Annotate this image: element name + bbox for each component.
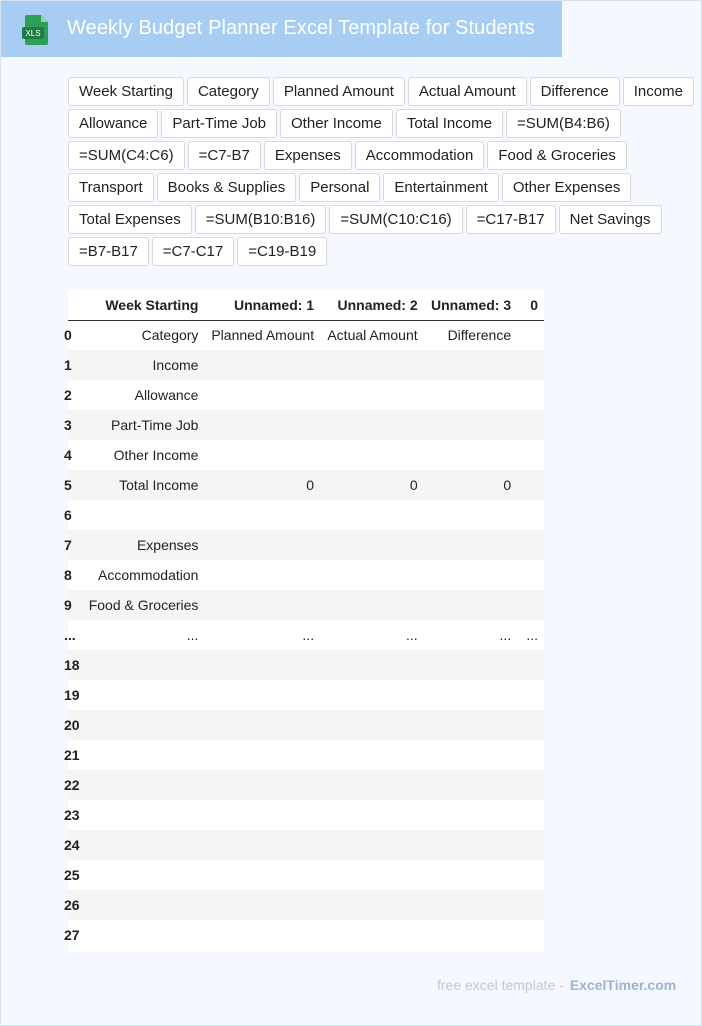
table-row bbox=[68, 410, 544, 440]
tag-chip: Category bbox=[187, 77, 270, 106]
tag-chip: =C7-B7 bbox=[188, 141, 261, 170]
row-index-label: ... bbox=[64, 627, 76, 643]
table-cell bbox=[517, 380, 544, 410]
table-cell bbox=[424, 920, 518, 950]
table-cell bbox=[204, 830, 320, 860]
table-cell bbox=[424, 680, 518, 710]
table-cell bbox=[320, 440, 424, 470]
table-cell bbox=[80, 800, 205, 830]
row-index-label: 26 bbox=[64, 897, 80, 913]
row-index bbox=[64, 680, 80, 710]
table-cell bbox=[424, 500, 518, 530]
footer-credit bbox=[437, 977, 676, 993]
row-index bbox=[64, 560, 80, 590]
table-cell bbox=[320, 920, 424, 950]
table-row bbox=[68, 500, 544, 530]
row-index bbox=[64, 800, 80, 830]
table-cell bbox=[320, 830, 424, 860]
column-header: Unnamed: 1 bbox=[233, 296, 315, 313]
row-index-label: 21 bbox=[64, 747, 80, 763]
table-cell bbox=[204, 560, 320, 590]
tag-chip: Income bbox=[623, 77, 694, 106]
table-cell bbox=[204, 500, 320, 530]
tag-chip: =SUM(B4:B6) bbox=[506, 109, 621, 138]
row-index bbox=[64, 350, 80, 380]
row-index bbox=[64, 380, 80, 410]
table-header-row bbox=[68, 290, 544, 320]
table-cell bbox=[517, 740, 544, 770]
table-cell bbox=[320, 500, 424, 530]
table-cell bbox=[517, 770, 544, 800]
table-row bbox=[68, 590, 544, 620]
row-index-label: 24 bbox=[64, 837, 80, 853]
table-cell bbox=[424, 650, 518, 680]
table-cell bbox=[80, 740, 205, 770]
table-cell bbox=[204, 350, 320, 380]
row-index-label: 1 bbox=[64, 357, 72, 373]
table-row bbox=[68, 860, 544, 890]
row-index bbox=[64, 530, 80, 560]
table-row bbox=[68, 470, 544, 500]
tag-chip: =C7-C17 bbox=[152, 237, 234, 266]
table-cell bbox=[80, 500, 205, 530]
tag-chip: Planned Amount bbox=[273, 77, 405, 106]
table-cell bbox=[80, 890, 205, 920]
table-cell bbox=[320, 560, 424, 590]
header-banner bbox=[1, 1, 562, 57]
table-row bbox=[68, 710, 544, 740]
table-cell: ... bbox=[499, 627, 512, 643]
table-cell: Difference bbox=[447, 327, 512, 344]
row-index bbox=[64, 440, 80, 470]
table-cell bbox=[424, 350, 518, 380]
table-cell: ... bbox=[186, 627, 199, 643]
table-cell bbox=[517, 680, 544, 710]
table-cell bbox=[424, 530, 518, 560]
row-index-label: 9 bbox=[64, 597, 72, 613]
table-cell bbox=[517, 560, 544, 590]
table-cell: Actual Amount bbox=[327, 327, 418, 344]
table-cell bbox=[517, 410, 544, 440]
column-header: Unnamed: 2 bbox=[337, 296, 418, 313]
tag-chip: Total Income bbox=[396, 109, 503, 138]
table-cell bbox=[424, 890, 518, 920]
table-cell: ... bbox=[526, 627, 538, 643]
excel-file-icon bbox=[21, 14, 51, 46]
table-cell bbox=[320, 680, 424, 710]
table-cell bbox=[424, 830, 518, 860]
row-index-label: 6 bbox=[64, 507, 72, 523]
row-index-label: 4 bbox=[64, 447, 72, 463]
row-index bbox=[64, 860, 80, 890]
tag-chip: Week Starting bbox=[68, 77, 184, 106]
footer-brand-link[interactable]: ExcelTimer.com bbox=[569, 977, 677, 993]
tag-chip: Difference bbox=[530, 77, 620, 106]
table-cell bbox=[204, 440, 320, 470]
table-cell bbox=[517, 440, 544, 470]
table-cell bbox=[424, 440, 518, 470]
tag-list bbox=[68, 77, 698, 266]
table-cell bbox=[320, 650, 424, 680]
table-cell bbox=[204, 680, 320, 710]
tag-chip: =B7-B17 bbox=[68, 237, 149, 266]
table-row bbox=[68, 320, 544, 350]
table-cell bbox=[517, 590, 544, 620]
table-cell bbox=[517, 350, 544, 380]
row-index bbox=[64, 890, 80, 920]
tag-chip: Transport bbox=[68, 173, 154, 202]
table-cell bbox=[204, 920, 320, 950]
table-row bbox=[68, 560, 544, 590]
table-row bbox=[68, 350, 544, 380]
table-cell: Other Income bbox=[113, 447, 199, 463]
table-cell bbox=[320, 530, 424, 560]
table-cell bbox=[517, 710, 544, 740]
column-header: 0 bbox=[530, 296, 538, 313]
table-row bbox=[68, 650, 544, 680]
table-cell bbox=[517, 860, 544, 890]
row-index bbox=[64, 740, 80, 770]
footer-prefix: free excel template - bbox=[437, 977, 564, 993]
table-cell: 0 bbox=[306, 477, 315, 493]
row-index-label: 8 bbox=[64, 567, 72, 583]
table-row bbox=[68, 380, 544, 410]
table-cell bbox=[424, 410, 518, 440]
tag-chip: =C17-B17 bbox=[466, 205, 556, 234]
table-cell bbox=[80, 860, 205, 890]
table-cell bbox=[204, 530, 320, 560]
data-table-container bbox=[64, 290, 544, 952]
table-cell bbox=[517, 920, 544, 950]
table-cell bbox=[320, 770, 424, 800]
table-cell: ... bbox=[405, 627, 418, 643]
row-index-label: 22 bbox=[64, 777, 80, 793]
row-index bbox=[64, 470, 80, 500]
row-index bbox=[64, 710, 80, 740]
column-header: Unnamed: 3 bbox=[431, 296, 512, 313]
table-cell bbox=[517, 830, 544, 860]
tag-chip: Other Income bbox=[280, 109, 393, 138]
tag-chip: Allowance bbox=[68, 109, 158, 138]
row-index-label: 20 bbox=[64, 717, 80, 733]
table-cell bbox=[204, 410, 320, 440]
table-cell bbox=[424, 800, 518, 830]
row-index bbox=[64, 590, 80, 620]
table-cell bbox=[424, 590, 518, 620]
table-cell bbox=[204, 650, 320, 680]
table-cell bbox=[320, 590, 424, 620]
table-row bbox=[68, 770, 544, 800]
table-row bbox=[68, 530, 544, 560]
table-cell: Planned Amount bbox=[211, 327, 315, 344]
tag-chip: Entertainment bbox=[383, 173, 498, 202]
row-index-label: 7 bbox=[64, 537, 72, 553]
tag-chip: Accommodation bbox=[355, 141, 485, 170]
tag-chip: Books & Supplies bbox=[157, 173, 297, 202]
table-cell bbox=[320, 710, 424, 740]
table-cell bbox=[320, 380, 424, 410]
table-cell: Part-Time Job bbox=[111, 417, 199, 433]
tag-chip: Net Savings bbox=[559, 205, 662, 234]
table-cell bbox=[204, 860, 320, 890]
tag-chip: Part-Time Job bbox=[161, 109, 277, 138]
row-index-label: 3 bbox=[64, 417, 72, 433]
table-body bbox=[64, 320, 544, 950]
table-cell bbox=[204, 590, 320, 620]
row-index bbox=[64, 410, 80, 440]
table-cell bbox=[80, 830, 205, 860]
column-header bbox=[68, 290, 80, 320]
row-index-label: 18 bbox=[64, 657, 80, 673]
row-index bbox=[64, 650, 80, 680]
tag-chip: Other Expenses bbox=[502, 173, 632, 202]
tag-chip: =SUM(C10:C16) bbox=[329, 205, 462, 234]
table-cell bbox=[424, 770, 518, 800]
tag-chip: Personal bbox=[299, 173, 380, 202]
table-cell: Category bbox=[141, 327, 199, 344]
table-cell: 0 bbox=[409, 477, 418, 493]
table-row bbox=[68, 920, 544, 950]
tag-chip: Food & Groceries bbox=[487, 141, 627, 170]
table-cell bbox=[204, 890, 320, 920]
tag-chip: Expenses bbox=[264, 141, 352, 170]
row-index bbox=[64, 500, 80, 530]
table-cell: Allowance bbox=[134, 387, 199, 403]
table-cell bbox=[517, 890, 544, 920]
table-cell bbox=[320, 350, 424, 380]
tag-chip: =SUM(C4:C6) bbox=[68, 141, 185, 170]
table-cell bbox=[517, 320, 544, 350]
table-cell bbox=[80, 770, 205, 800]
tag-chip: =SUM(B10:B16) bbox=[195, 205, 327, 234]
table-cell bbox=[320, 890, 424, 920]
table-cell bbox=[517, 650, 544, 680]
row-index-label: 2 bbox=[64, 387, 72, 403]
table-cell: ... bbox=[302, 627, 315, 643]
row-index-label: 25 bbox=[64, 867, 80, 883]
tag-chip: =C19-B19 bbox=[237, 237, 327, 266]
row-index bbox=[64, 770, 80, 800]
table-cell bbox=[424, 380, 518, 410]
table-cell bbox=[320, 410, 424, 440]
row-index bbox=[64, 830, 80, 860]
table-cell bbox=[204, 800, 320, 830]
table-cell bbox=[80, 710, 205, 740]
tag-chip: Total Expenses bbox=[68, 205, 192, 234]
row-index-label: 19 bbox=[64, 687, 80, 703]
row-index bbox=[64, 920, 80, 950]
table-cell bbox=[424, 740, 518, 770]
row-index bbox=[64, 320, 80, 350]
table-cell bbox=[517, 470, 544, 500]
table-row bbox=[68, 440, 544, 470]
tag-chip: Actual Amount bbox=[408, 77, 527, 106]
table-cell bbox=[424, 860, 518, 890]
data-table bbox=[64, 290, 544, 950]
row-index bbox=[64, 620, 80, 650]
table-cell bbox=[517, 530, 544, 560]
table-cell bbox=[204, 710, 320, 740]
table-cell: 0 bbox=[503, 477, 512, 493]
table-row bbox=[68, 740, 544, 770]
table-cell bbox=[517, 800, 544, 830]
table-cell bbox=[204, 740, 320, 770]
table-cell bbox=[320, 740, 424, 770]
table-cell: Expenses bbox=[136, 537, 199, 553]
table-cell bbox=[80, 680, 205, 710]
table-cell bbox=[80, 650, 205, 680]
table-cell: Food & Groceries bbox=[88, 597, 199, 613]
table-row bbox=[68, 830, 544, 860]
row-index-label: 23 bbox=[64, 807, 80, 823]
table-row bbox=[68, 620, 544, 650]
table-cell bbox=[204, 380, 320, 410]
table-cell bbox=[424, 710, 518, 740]
page-title: Weekly Budget Planner Excel Template for Students bbox=[67, 17, 535, 39]
table-row bbox=[68, 800, 544, 830]
table-cell bbox=[517, 500, 544, 530]
table-cell bbox=[320, 800, 424, 830]
column-header: Week Starting bbox=[105, 296, 199, 313]
row-index-label: 0 bbox=[64, 327, 72, 344]
table-cell bbox=[204, 770, 320, 800]
table-cell: Total Income bbox=[119, 477, 199, 493]
xls-icon-label: XLS bbox=[25, 29, 41, 38]
table-cell bbox=[424, 560, 518, 590]
table-row bbox=[68, 890, 544, 920]
row-index-label: 27 bbox=[64, 927, 80, 943]
table-cell: Accommodation bbox=[98, 567, 199, 583]
table-cell bbox=[320, 860, 424, 890]
table-row bbox=[68, 680, 544, 710]
table-cell bbox=[80, 920, 205, 950]
table-cell: Income bbox=[152, 357, 199, 373]
row-index-label: 5 bbox=[64, 477, 72, 493]
